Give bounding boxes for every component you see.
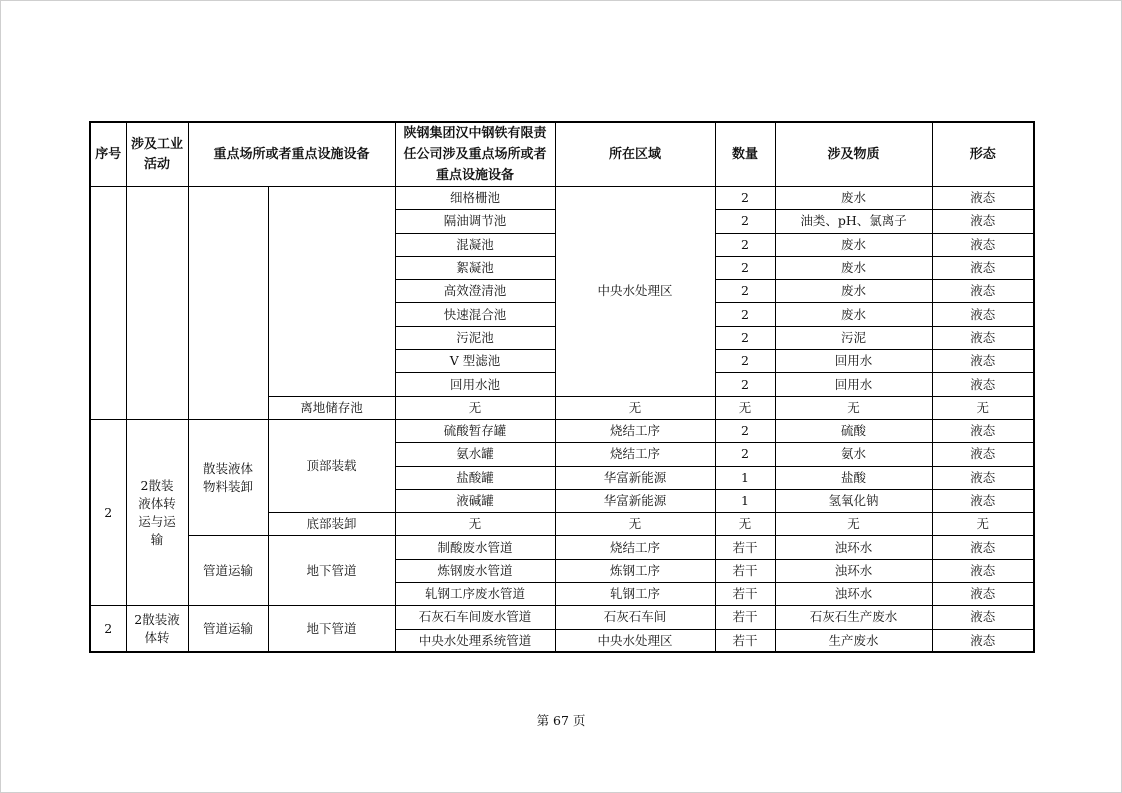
area-cell: 轧钢工序: [555, 583, 715, 606]
qty-cell: 1: [715, 489, 775, 512]
sub-category-cell: 离地储存池: [268, 396, 395, 419]
qty-cell: 2: [715, 419, 775, 442]
area-cell: 中央水处理区: [555, 187, 715, 397]
substance-cell: 油类、pH、氯离子: [775, 210, 932, 233]
sub-category-cell: 地下管道: [268, 606, 395, 653]
substance-cell: 无: [775, 513, 932, 536]
table-row: [90, 419, 1034, 442]
qty-cell: 2: [715, 303, 775, 326]
key-place-cell: 散装液体物料装卸: [188, 419, 268, 535]
facility-cell: 盐酸罐: [395, 466, 555, 489]
substance-cell: 氨水: [775, 443, 932, 466]
sub-cell-empty: [268, 187, 395, 397]
header-activity: 涉及工业活动: [126, 122, 188, 187]
header-state: 形态: [932, 122, 1034, 187]
substance-cell: 浊环水: [775, 559, 932, 582]
area-cell: 炼钢工序: [555, 559, 715, 582]
state-cell: 无: [932, 513, 1034, 536]
facility-cell: 絮凝池: [395, 256, 555, 279]
state-cell: 液态: [932, 583, 1034, 606]
seq-cell: 2: [90, 606, 126, 653]
state-cell: 液态: [932, 210, 1034, 233]
state-cell: 液态: [932, 559, 1034, 582]
seq-cell: 2: [90, 419, 126, 605]
area-cell: 无: [555, 513, 715, 536]
state-cell: 无: [932, 396, 1034, 419]
state-cell: 液态: [932, 629, 1034, 652]
area-cell: 中央水处理区: [555, 629, 715, 652]
header-substance: 涉及物质: [775, 122, 932, 187]
substance-cell: 氢氧化钠: [775, 489, 932, 512]
qty-cell: 2: [715, 326, 775, 349]
state-cell: 液态: [932, 536, 1034, 559]
qty-cell: 2: [715, 443, 775, 466]
qty-cell: 2: [715, 280, 775, 303]
facility-cell: 石灰石车间废水管道: [395, 606, 555, 629]
substance-cell: 回用水: [775, 350, 932, 373]
state-cell: 液态: [932, 489, 1034, 512]
state-cell: 液态: [932, 303, 1034, 326]
header-seq: 序号: [90, 122, 126, 187]
activity-cell-empty: [126, 187, 188, 420]
facility-cell: 回用水池: [395, 373, 555, 396]
facility-cell: 污泥池: [395, 326, 555, 349]
state-cell: 液态: [932, 233, 1034, 256]
header-key-place: 重点场所或者重点设施设备: [188, 122, 395, 187]
area-cell: 华富新能源: [555, 466, 715, 489]
area-cell: 石灰石车间: [555, 606, 715, 629]
qty-cell: 2: [715, 187, 775, 210]
header-qty: 数量: [715, 122, 775, 187]
facility-cell: 液碱罐: [395, 489, 555, 512]
state-cell: 液态: [932, 373, 1034, 396]
key-place-cell: 管道运输: [188, 536, 268, 606]
facility-cell: 高效澄清池: [395, 280, 555, 303]
qty-cell: 无: [715, 513, 775, 536]
qty-cell: 若干: [715, 559, 775, 582]
qty-cell: 若干: [715, 629, 775, 652]
qty-cell: 2: [715, 373, 775, 396]
sub-category-cell: 底部装卸: [268, 513, 395, 536]
substance-cell: 回用水: [775, 373, 932, 396]
seq-cell-empty: [90, 187, 126, 420]
key-place-cell: 管道运输: [188, 606, 268, 653]
sub-category-cell: 地下管道: [268, 536, 395, 606]
qty-cell: 2: [715, 350, 775, 373]
qty-cell: 1: [715, 466, 775, 489]
state-cell: 液态: [932, 326, 1034, 349]
substance-cell: 废水: [775, 187, 932, 210]
area-cell: 烧结工序: [555, 443, 715, 466]
facility-cell: 无: [395, 513, 555, 536]
substance-cell: 浊环水: [775, 583, 932, 606]
substance-cell: 废水: [775, 280, 932, 303]
state-cell: 液态: [932, 419, 1034, 442]
substance-cell: 生产废水: [775, 629, 932, 652]
facility-cell: 硫酸暂存罐: [395, 419, 555, 442]
qty-cell: 若干: [715, 606, 775, 629]
header-row: [90, 122, 1034, 187]
substance-cell: 盐酸: [775, 466, 932, 489]
sub-category-cell: 顶部装载: [268, 419, 395, 512]
state-cell: 液态: [932, 187, 1034, 210]
substance-cell: 石灰石生产废水: [775, 606, 932, 629]
substance-cell: 废水: [775, 303, 932, 326]
substance-cell: 硫酸: [775, 419, 932, 442]
qty-cell: 2: [715, 233, 775, 256]
qty-cell: 2: [715, 210, 775, 233]
state-cell: 液态: [932, 443, 1034, 466]
qty-cell: 2: [715, 256, 775, 279]
state-cell: 液态: [932, 350, 1034, 373]
state-cell: 液态: [932, 606, 1034, 629]
facility-cell: 制酸废水管道: [395, 536, 555, 559]
facility-cell: 无: [395, 396, 555, 419]
facility-cell: 细格栅池: [395, 187, 555, 210]
state-cell: 液态: [932, 280, 1034, 303]
facility-cell: 隔油调节池: [395, 210, 555, 233]
header-area: 所在区域: [555, 122, 715, 187]
facility-cell: 氨水罐: [395, 443, 555, 466]
facility-cell: 炼钢废水管道: [395, 559, 555, 582]
state-cell: 液态: [932, 466, 1034, 489]
area-cell: 无: [555, 396, 715, 419]
facility-cell: 中央水处理系统管道: [395, 629, 555, 652]
facility-table: [89, 121, 1035, 653]
page-number: 第 67 页: [536, 713, 586, 728]
activity-cell: 2散装液体转: [126, 606, 188, 653]
area-cell: 烧结工序: [555, 536, 715, 559]
activity-cell: 2散装液体转运与运输: [126, 419, 188, 605]
facility-cell: 混凝池: [395, 233, 555, 256]
facility-cell: 快速混合池: [395, 303, 555, 326]
facility-cell: 轧钢工序废水管道: [395, 583, 555, 606]
key-place-cell-empty: [188, 187, 268, 420]
qty-cell: 若干: [715, 536, 775, 559]
area-cell: 华富新能源: [555, 489, 715, 512]
state-cell: 液态: [932, 256, 1034, 279]
area-cell: 烧结工序: [555, 419, 715, 442]
substance-cell: 废水: [775, 256, 932, 279]
substance-cell: 浊环水: [775, 536, 932, 559]
table-row: [90, 606, 1034, 629]
substance-cell: 无: [775, 396, 932, 419]
facility-cell: V 型滤池: [395, 350, 555, 373]
header-company-place: 陕钢集团汉中钢铁有限责任公司涉及重点场所或者重点设施设备: [395, 122, 555, 187]
qty-cell: 无: [715, 396, 775, 419]
substance-cell: 废水: [775, 233, 932, 256]
qty-cell: 若干: [715, 583, 775, 606]
substance-cell: 污泥: [775, 326, 932, 349]
table-row: [90, 536, 1034, 559]
table-row: [90, 187, 1034, 210]
